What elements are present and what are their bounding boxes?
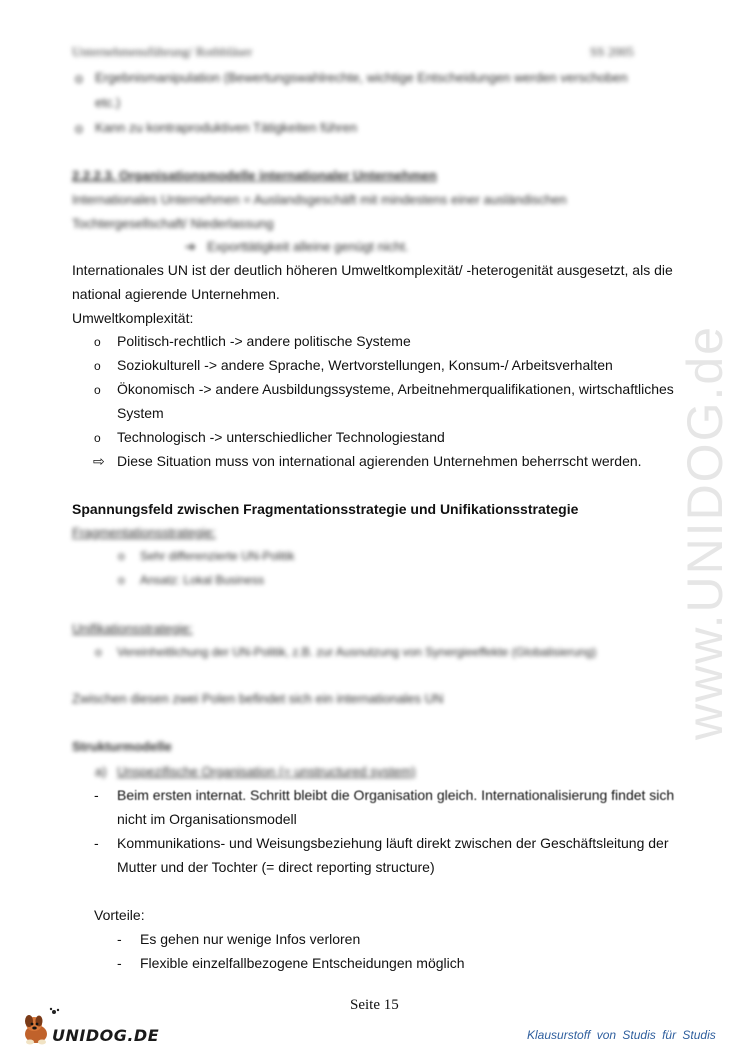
- bullet-circle: o: [118, 549, 125, 563]
- bullet-circle: o: [75, 120, 83, 136]
- structure-item-a: Unspezifische Organisation (= unstructured system): [117, 764, 416, 779]
- bullet-circle: o: [75, 70, 83, 86]
- list-item: Politisch-rechtlich -> andere politische Systeme: [117, 333, 411, 349]
- bullet-circle: o: [95, 645, 102, 659]
- bullet-circle: o: [118, 573, 125, 587]
- bullet-circle: o: [94, 383, 101, 397]
- list-item: Ansatz: Lokal Business: [140, 573, 265, 587]
- list-item: etc.): [95, 95, 121, 110]
- arrow-icon: ➔: [185, 239, 196, 254]
- list-item: Kommunikations- und Weisungsbeziehung läuft direkt zwischen der Geschäftsleitung der: [117, 835, 669, 851]
- bullet-circle: o: [94, 335, 101, 349]
- header-right: SS 2005: [590, 44, 634, 59]
- list-item: Sehr differenzierte UN-Politik: [140, 549, 295, 563]
- list-item: System: [117, 405, 164, 421]
- complexity-label: Umweltkomplexität:: [72, 310, 194, 326]
- footer-tagline: Klausurstoff von Studis für Studis: [527, 1028, 716, 1042]
- structure-heading: Strukturmodelle: [72, 739, 172, 754]
- conclusion: Diese Situation muss von international agierenden Unternehmen beherrscht werden.: [117, 453, 642, 469]
- between-text: Zwischen diesen zwei Polen befindet sich ein internationales UN: [72, 691, 444, 706]
- item-marker: a): [95, 764, 107, 779]
- header-left: Unternehmensführung/ Rothbläser: [72, 44, 253, 59]
- list-item: Ökonomisch -> andere Ausbildungssysteme, Arbeitnehmerqualifikationen, wirtschaftliches: [117, 381, 674, 397]
- section-heading: 2.2.2.3. Organisationsmodelle internationaler Unternehmen: [72, 168, 437, 183]
- page-number: Seite 15: [350, 997, 399, 1013]
- tension-heading: Spannungsfeld zwischen Fragmentationsstrategie und Unifikationsstrategie: [72, 501, 579, 517]
- list-item: Mutter und der Tochter (= direct reporting structure): [117, 859, 435, 875]
- logo-text: UNIDOG.DE: [52, 1026, 160, 1045]
- dash-marker: -: [117, 955, 122, 971]
- dash-marker: -: [94, 787, 99, 803]
- arrow-right-icon: ⇨: [93, 453, 105, 469]
- intro-line: national agierende Unternehmen.: [72, 286, 280, 302]
- watermark-text: www.UNIDOG.de: [677, 325, 733, 740]
- definition-line: Internationales Unternehmen = Auslandsgeschäft mit mindestens einer ausländischen: [72, 192, 567, 207]
- bullet-circle: o: [94, 431, 101, 445]
- dash-marker: -: [94, 835, 99, 851]
- list-item: Beim ersten internat. Schritt bleibt die Organisation gleich. Internationalisierung findet sich: [117, 787, 675, 803]
- arrow-note: Exporttätigkeit alleine genügt nicht.: [207, 239, 409, 254]
- intro-line: Internationales UN ist der deutlich höheren Umweltkomplexität/ -heterogenität ausgesetzt, als die: [72, 262, 673, 278]
- frag-label: Fragmentationsstrategie:: [72, 525, 216, 540]
- list-item: Flexible einzelfallbezogene Entscheidungen möglich: [140, 955, 465, 971]
- list-item: Soziokulturell -> andere Sprache, Wertvorstellungen, Konsum-/ Arbeitsverhalten: [117, 357, 613, 373]
- list-item: Kann zu kontraproduktiven Tätigkeiten führen: [95, 120, 358, 135]
- list-item: Ergebnismanipulation (Bewertungswahlrechte, wichtige Entscheidungen werden verschoben: [95, 70, 628, 85]
- dash-marker: -: [117, 931, 122, 947]
- definition-line: Tochtergesellschaft/ Niederlassung: [72, 216, 274, 231]
- bullet-circle: o: [94, 359, 101, 373]
- list-item: nicht im Organisationsmodell: [117, 811, 297, 827]
- list-item: Es gehen nur wenige Infos verloren: [140, 931, 361, 947]
- advantages-label: Vorteile:: [94, 907, 145, 923]
- list-item: Vereinheitlichung der UN-Politik, z.B. zur Ausnutzung von Synergieeffekte (Globalisierung): [117, 645, 597, 659]
- list-item: Technologisch -> unterschiedlicher Technologiestand: [117, 429, 445, 445]
- unif-label: Unifikationsstrategie:: [72, 621, 193, 636]
